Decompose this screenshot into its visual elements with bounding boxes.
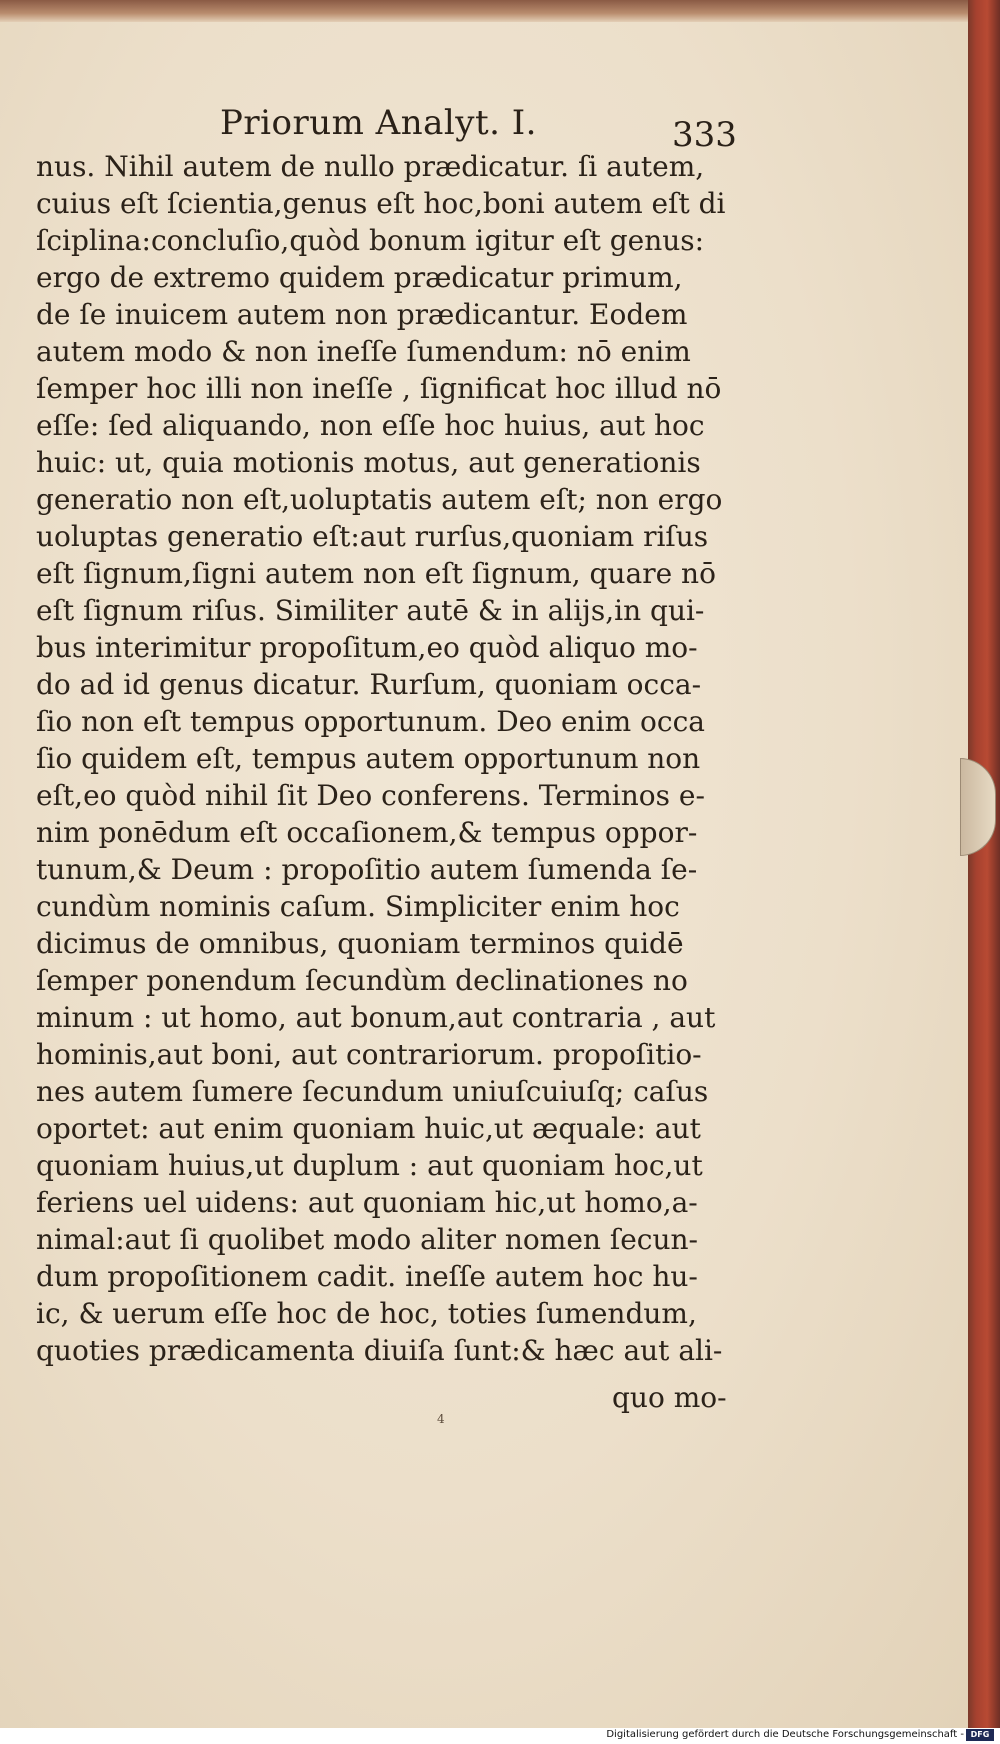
text-line: cuius eſt ſcientia,genus eſt hoc,boni autem eſt di <box>36 187 726 220</box>
catchword: quo mo- <box>612 1381 727 1414</box>
text-line: eſt ſignum,ſigni autem non eſt ſignum, quare nō <box>36 557 716 590</box>
text-line: eſſe: ſed aliquando, non eſſe hoc huius, aut hoc <box>36 409 705 442</box>
running-title: Priorum Analyt. I. <box>220 103 537 143</box>
text-line: quoties prædicamenta diuiſa ſunt:& hæc aut ali- <box>36 1334 723 1367</box>
dfg-logo: DFG <box>966 1729 994 1741</box>
text-line: oportet: aut enim quoniam huic,ut æquale: aut <box>36 1112 701 1145</box>
book-fore-edge <box>968 0 1000 1728</box>
text-line: ſio quidem eſt, tempus autem opportunum non <box>36 742 701 775</box>
text-line: nes autem ſumere ſecundum uniuſcuiuſq; caſus <box>36 1075 709 1108</box>
text-line: nim ponēdum eſt occaſionem,& tempus oppor- <box>36 816 698 849</box>
text-line: autem modo & non ineſſe ſumendum: nō enim <box>36 335 691 368</box>
text-line: de ſe inuicem autem non prædicantur. Eodem <box>36 298 688 331</box>
text-line: ic, & uerum eſſe hoc de hoc, toties ſumendum, <box>36 1297 697 1330</box>
text-line: nimal:aut ſi quolibet modo aliter nomen ſecun- <box>36 1223 698 1256</box>
text-line: ſciplina:concluſio,quòd bonum igitur eſt genus: <box>36 224 705 257</box>
text-line: minum : ut homo, aut bonum,aut contraria , aut <box>36 1001 716 1034</box>
text-line: eſt ſignum riſus. Similiter autē & in alijs,in qui- <box>36 594 705 627</box>
text-line: huic: ut, quia motionis motus, aut generationis <box>36 446 701 479</box>
page-top-edge <box>0 0 985 22</box>
text-line: ergo de extremo quidem prædicatur primum, <box>36 261 683 294</box>
text-line: uoluptas generatio eſt:aut rurſus,quoniam riſus <box>36 520 709 553</box>
text-line: cundùm nominis caſum. Simpliciter enim hoc <box>36 890 680 923</box>
text-line: hominis,aut boni, aut contrariorum. propoſitio- <box>36 1038 702 1071</box>
text-line: feriens uel uidens: aut quoniam hic,ut homo,a- <box>36 1186 698 1219</box>
text-line: nus. Nihil autem de nullo prædicatur. ſi autem, <box>36 150 705 183</box>
text-line: ſio non eſt tempus opportunum. Deo enim occa <box>36 705 705 738</box>
page-number: 333 <box>672 115 737 155</box>
footer-bar <box>0 1728 1000 1744</box>
text-line: eſt,eo quòd nihil ſit Deo conferens. Terminos e- <box>36 779 705 812</box>
text-line: quoniam huius,ut duplum : aut quoniam hoc,ut <box>36 1149 703 1182</box>
body-text <box>36 148 738 1369</box>
text-line: ſemper hoc illi non ineſſe , ſignificat hoc illud nō <box>36 372 722 405</box>
text-line: ſemper ponendum ſecundùm declinationes no <box>36 964 688 997</box>
text-line: do ad id genus dicatur. Rurſum, quoniam occa- <box>36 668 702 701</box>
text-line: generatio non eſt,uoluptatis autem eſt; non ergo <box>36 483 723 516</box>
text-line: tunum,& Deum : propoſitio autem ſumenda ſe- <box>36 853 698 886</box>
text-line: dum propoſitionem cadit. ineſſe autem hoc hu- <box>36 1260 698 1293</box>
text-line: dicimus de omnibus, quoniam terminos quidē <box>36 927 684 960</box>
signature-mark: 4 <box>437 1412 445 1426</box>
text-line: bus interimitur propoſitum,eo quòd aliquo mo- <box>36 631 698 664</box>
digitization-credit: Digitalisierung gefördert durch die Deutsche Forschungsgemeinschaft - <box>606 1729 964 1740</box>
